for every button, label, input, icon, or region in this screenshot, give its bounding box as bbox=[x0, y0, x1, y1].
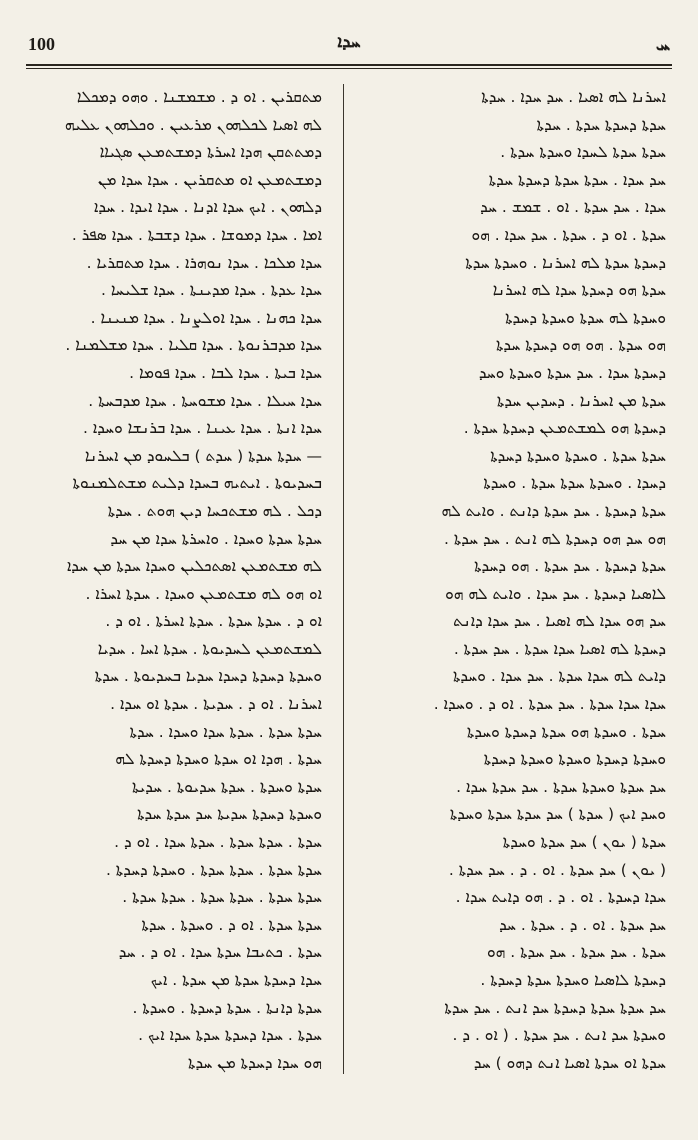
text-line: ܚܕܬܐ . ܚܕܐ ܕܚܕܬܐ ܚܕܬܐ ܚܕܐ ܐܝܟ . bbox=[138, 1026, 322, 1045]
text-line: ܘܚܕܬܐ ܕܚܕܬܐ ܚܕܝܬܐ ܚܕ ܚܕܬܐ ܚܕܬܐ bbox=[137, 805, 322, 824]
header-rule-thin bbox=[26, 68, 672, 69]
text-column-right bbox=[366, 84, 666, 1077]
text-line: ܕܚܕܐ . ܘܚܕܬܐ ܚܕܬܐ ܚܕܬܐ . ܘܚܕܬܐ bbox=[483, 474, 666, 493]
header-rule bbox=[26, 64, 672, 66]
text-line: ܗܘ ܚܕܐ ܕܚܕܬܐ ܡܢ ܚܕܬܐ bbox=[188, 1053, 322, 1072]
text-line: ܕܠܗܘܢ . ܐܝܟ ܚܕܐ ܐܕܢܐ . ܚܕܐ ܐܝܕܐ . ܚܕܐ bbox=[93, 198, 322, 217]
text-line: ܕܡܫܬܡܥܢ ܐܘ ܡܬܩܪܝܢ . ܚܕܐ ܚܕܐ ܡܢ bbox=[97, 170, 322, 189]
text-line: ܚܕܬܐ ܗܘ ܕܚܕܬܐ ܚܕܐ ܠܗ ܐܚܪܢܐ bbox=[492, 281, 666, 300]
text-line: — ܚܕܬܐ ܚܕܬܐ ( ܚܕܬ ) ܒܠܚܘܕ ܡܢ ܐܚܪܢܐ bbox=[84, 446, 322, 465]
text-line: ܚܕܬܐ ܕܚܕܬܐ . ܚܕ ܚܕܬܐ ܕܐܢܬ . ܘܐܝܬ ܠܗ bbox=[441, 501, 666, 520]
text-line: ܕܚܕܬܐ ܠܗ ܐܣܝܐ ܚܕܐ ܚܕܬܐ . ܚܕ ܚܕܬܐ . bbox=[453, 639, 666, 658]
text-line: ܚܕܐ ܚܝܠܐ . ܚܕܐ ܡܫܘܚܬܐ . ܚܕܐ ܡܕܒܚܬܐ . bbox=[88, 391, 322, 410]
text-line: ܕܟܠ . ܠܗ ܡܫܬܟܚܐ ܕܝܢ ܗܘܬ . ܚܕܬܐ bbox=[107, 501, 322, 520]
text-line: ܚܕܬܐ ܕܚܕܬܐ . ܚܕ ܚܕܬܐ . ܗܘ ܕܚܕܬܐ bbox=[474, 557, 666, 576]
text-line: ܗܘ ܚܕܬܐ . ܗܘ ܗܘ ܕܚܕܬܐ ܚܕܬܐ bbox=[496, 336, 666, 355]
text-line: ܚܕܐ ܥܕܬܐ . ܚܕܐ ܡܕܝܢܬܐ . ܚܕܐ ܫܠܝܚܐ . bbox=[101, 281, 322, 300]
text-line: ܕܚܕܬܐ ܗܘ ܠܡܫܬܡܥܢ ܕܚܕܬܐ ܚܕܬܐ . bbox=[463, 419, 666, 438]
text-line: ܕܐܝܬ ܠܗ ܚܕܐ ܚܕܬܐ . ܚܕ ܚܕܐ . ܘܚܕܬܐ bbox=[453, 667, 666, 686]
text-line: ܚܕܬܐ ܕܚܕܬܐ ܚܕܬܐ . ܚܕܬܐ bbox=[536, 115, 666, 134]
text-line: ܚܕ ܚܕܬܐ ܘܚܕܬܐ ܚܕܬܐ . ܚܕ ܚܕܬܐ ܚܕܐ . bbox=[456, 777, 666, 796]
text-line: ܠܐܣܝܐ ܕܚܕܬܐ . ܚܕ ܚܕܐ . ܘܐܝܬ ܠܗ ܗܘ bbox=[445, 584, 666, 603]
text-line: ܚܕ ܚܕܬܐ . ܐܘ . ܕ . ܚܕܬܐ . ܚܕ bbox=[499, 915, 666, 934]
text-line: ܚܕ ܗܘ ܚܕܐ ܠܗ ܐܣܝܐ . ܚܕ ܚܕܐ ܕܐܢܬ bbox=[453, 612, 666, 631]
column-divider bbox=[343, 84, 344, 1074]
text-line: ܚܕܬܐ . ܗܕܐ ܐܘ ܚܕܬܐ ܘܚܕܬܐ ܕܚܕܬܐ ܠܗ bbox=[115, 750, 322, 769]
page-number: 100 bbox=[28, 34, 55, 54]
text-line: ܚܕܬܐ ( ܝܘܢ ) ܚܕ ܚܕܬܐ ܘܚܕܬܐ bbox=[502, 833, 666, 852]
section-letter: ܚ bbox=[655, 34, 670, 55]
text-line: ܚܕܐ ܚܕܐ ܚܕܬܐ . ܚܕ ܚܕܬܐ . ܐܘ ܕ . ܘܚܕܐ . bbox=[433, 695, 666, 714]
text-line: ܡܬܩܪܝܢ . ܐܘ ܕ . ܡܫܡܫܢܐ . ܘܗܘ ܕܡܟܠܐ bbox=[76, 88, 322, 106]
text-line: ܕܚܕܬܐ ܠܐܣܝܐ ܘܚܕܬܐ ܚܕܬܐ ܕܚܕܬܐ . bbox=[480, 971, 666, 989]
text-line: ܕܚܕܬܐ ܚܕܬܐ ܠܗ ܐܚܪܢܐ . ܘܚܕܬܐ ܚܕܬܐ bbox=[465, 253, 666, 272]
text-line: ܚܕܬܐ ܐܘ ܚܕܬܐ ܐܣܝܐ ܐܢܬ ܕܗܘ ) ܚܕ bbox=[473, 1053, 666, 1072]
text-line: ܘܚܕܬܐ ܕܚܕܬܐ ܕܚܕܐ ܚܕܝܐ ܒܚܕܝܘܬܐ . ܚܕܬܐ bbox=[94, 667, 322, 686]
text-line: ܠܗ ܡܫܬܡܥܢ ܐܣܬܟܠܝܢ ܘܚܕܐ ܚܕܬܐ ܡܢ ܚܕܐ bbox=[66, 557, 322, 576]
text-line: ܚܕܬܐ ܚܕܬܐ ܘܚܕܐ . ܘܐܚܪܬܐ ܚܕܐ ܡܢ ܚܕ bbox=[110, 529, 322, 548]
text-line: ܚܕܬܐ ܚܕܬܐ . ܘܚܕܬܐ ܘܚܕܬܐ ܕܚܕܬܐ bbox=[490, 446, 666, 465]
text-line: ܚܕܬܐ ܘܚܕܬܐ . ܚܕܬܐ ܚܕܝܘܬܐ . ܚܕܝܬܐ bbox=[131, 777, 322, 796]
text-line: ܚܕܬܐ ܚܕܬܐ . ܚܕܬܐ ܚܕܬܐ . ܘܚܕܬܐ ܕܚܕܬܐ . bbox=[105, 860, 322, 879]
text-line: ܚܕܬܐ ܚܕܬܐ . ܐܘ ܕ . ܘܚܕܬܐ . ܚܕܬܐ bbox=[141, 915, 322, 934]
text-line: ܚܕܬܐ . ܟܬܝܒܐ ܚܕܬܐ ܚܕܐ . ܐܘ ܕ . ܚܕ bbox=[118, 943, 322, 962]
text-line: ܘܚܕܬܐ ܠܗ ܚܕܬܐ ܘܚܕܬܐ ܕܚܕܬܐ bbox=[505, 308, 666, 327]
text-line: ܘܚܕ ܐܝܟ ( ܚܕܬܐ ) ܚܕ ܚܕܬܐ ܚܕܬܐ ܘܚܕܬܐ bbox=[449, 805, 666, 824]
text-line: ܐܘ ܕ . ܚܕܬܐ ܚܕܬܐ . ܚܕܬܐ ܐܚܪܬܐ . ܐܘ ܕ . bbox=[105, 612, 322, 631]
text-column-left bbox=[22, 84, 322, 1077]
text-line: ܚܕ ܚܕܐ . ܚܕܬܐ ܚܕܬܐ ܕܚܕܬܐ ܚܕܬܐ bbox=[488, 170, 666, 189]
text-line: ܚܕܬܐ . ܐܘ ܕ . ܚܕܬܐ . ܚܕ ܚܕܐ . ܗܘ bbox=[471, 225, 666, 244]
text-line: ܚܕܬܐ . ܘܚܕܬܐ ܗܘ ܚܕܬܐ ܕܚܕܬܐ ܘܚܕܬܐ bbox=[466, 722, 666, 741]
text-line: ܘܚܕܬܐ ܚܕ ܐܢܬ . ܚܕ ܚܕܬܐ . ( ܐܘ . ܕ . bbox=[452, 1026, 666, 1045]
text-line: ܐܚܪܢܐ ܠܗ ܐܣܝܐ . ܚܕ ܚܕܐ . ܚܕܬܐ bbox=[481, 88, 666, 106]
text-line: ܚܕܐ ܕܚܕܬܐ . ܐܘ . ܕ . ܗܘ ܕܐܝܬ ܚܕܐ . bbox=[455, 888, 666, 907]
page-header bbox=[22, 30, 676, 60]
text-line: ܚܕܐ ܒܝܬܐ . ܚܕܐ ܠܒܐ . ܚܕܐ ܦܘܡܐ . bbox=[129, 363, 322, 382]
text-line: ܚܕܬܐ . ܚܕ ܚܕܬܐ . ܚܕ ܚܕܬܐ . ܗܘ bbox=[486, 943, 666, 962]
text-line: ܘܚܕܬܐ ܕܚܕܬܐ ܘܚܕܬܐ ܘܚܕܬܐ ܕܚܕܬܐ bbox=[483, 750, 666, 769]
text-line: ܚܕܐ ܡܠܟܐ . ܚܕܐ ܢܘܗܪܐ . ܚܕܐ ܡܬܩܪܝܐ . bbox=[86, 253, 322, 272]
text-line: ܚܕ ܚܕܬܐ ܚܕܬܐ ܕܚܕܬܐ ܚܕ ܐܢܬ . ܚܕ ܚܕܬܐ bbox=[444, 998, 666, 1017]
text-line: ܐܡܐ . ܚܕܐ ܕܡܘܫܐ . ܚܕܐ ܕܫܒܬܐ . ܚܕܐ ܣܦܪ . bbox=[71, 225, 322, 244]
text-line: ܚܕܐ ܟܗܢܐ . ܚܕܐ ܐܘܠܨܢܐ . ܚܕܐ ܡܢܝܢܐ . bbox=[90, 308, 322, 327]
text-line: ܚܕܬܐ ܕܐܢܬܐ . ܚܕܬܐ ܕܚܕܬܐ . ܘܚܕܬܐ . bbox=[132, 998, 322, 1017]
text-line: ܕܡܬܬܩܢ ܗܕܐ ܐܚܪܬܐ ܕܡܫܬܡܥܢ ܣܓܝܐܐ bbox=[99, 143, 322, 162]
text-line: ܚܕܬܐ ܚܕܬܐ . ܚܕܬܐ ܚܕܬܐ . ܚܕܬܐ ܚܕܬܐ . bbox=[122, 888, 322, 907]
running-head: ܚܕܐ bbox=[337, 32, 361, 52]
text-line: ܚܕܐ ܐܢܬܐ . ܚܕܐ ܥܝܢܐ . ܚܕܐ ܒܪܢܫܐ ܘܚܕܐ . bbox=[83, 419, 322, 438]
text-line: ܚܕܐ . ܚܕ ܚܕܬܐ . ܐܘ . ܫܡܫ . ܚܕ bbox=[480, 198, 666, 217]
text-line: ܠܗ ܐܣܝܐ ܠܟܠܗܘܢ ܡܪܥܝܢ . ܘܟܠܗܘܢ ܥܠܝܗ bbox=[64, 115, 322, 134]
text-line: ܗܘ ܚܕ ܗܘ ܕܚܕܬܐ ܠܗ ܐܢܬ . ܚܕ ܚܕܬܐ . bbox=[443, 529, 666, 548]
text-line: ܚܕܬܐ ܚܕܬܐ . ܚܕܬܐ ܚܕܐ ܘܚܕܐ . ܚܕܬܐ bbox=[129, 722, 322, 741]
text-line: ܚܕܐ ܡܕܒܪܢܘܬܐ . ܚܕܐ ܩܠܝܐ . ܚܕܐ ܡܫܠܡܢܐ . bbox=[65, 336, 322, 355]
text-line: ܚܕܐ ܕܚܕܬܐ ܚܕܬܐ ܡܢ ܚܕܬܐ . ܐܝܟ bbox=[150, 971, 322, 989]
text-line: ܚܕܬܐ ܚܕܬܐ ܠܚܕܐ ܘܚܕܬܐ ܚܕܬܐ . bbox=[500, 143, 666, 162]
text-line: ܕܚܕܬܐ ܚܕܐ . ܚܕ ܚܕܬܐ ܘܚܕܬܐ ܘܚܕ bbox=[478, 363, 666, 382]
text-line: ܐܚܪܢܐ . ܐܘ ܕ . ܚܕܝܬܐ . ܚܕܬܐ ܐܘ ܚܕܐ . bbox=[110, 695, 322, 714]
text-line: ܐܘ ܗܘ ܠܗ ܡܫܬܡܥܢ ܘܚܕܐ . ܚܕܬܐ ܐܚܪܐ . bbox=[85, 584, 322, 603]
text-line: ܚܕܬܐ ܡܢ ܐܚܪܢܐ . ܕܚܕܝܢ ܚܕܬܐ bbox=[496, 391, 666, 410]
text-line: ܠܡܫܬܡܥܢ ܠܚܕܝܘܬܐ . ܚܕܬܐ ܐܚܐ . ܚܕܝܐ bbox=[97, 639, 322, 658]
text-line: ܒܚܕܝܘܬܐ . ܐܝܬܝܗ ܒܚܕܐ ܕܠܝܬ ܡܫܬܠܡܢܘܬܐ bbox=[72, 474, 322, 493]
text-line: ܚܕܬܐ . ܚܕܬܐ ܚܕܬܐ . ܚܕܬܐ ܚܕܐ . ܐܘ ܕ . bbox=[114, 833, 322, 852]
text-line: ( ܝܘܢ ) ܚܕ ܚܕܬܐ . ܐܘ . ܕ . ܚܕ ܚܕܬܐ . bbox=[448, 860, 666, 879]
